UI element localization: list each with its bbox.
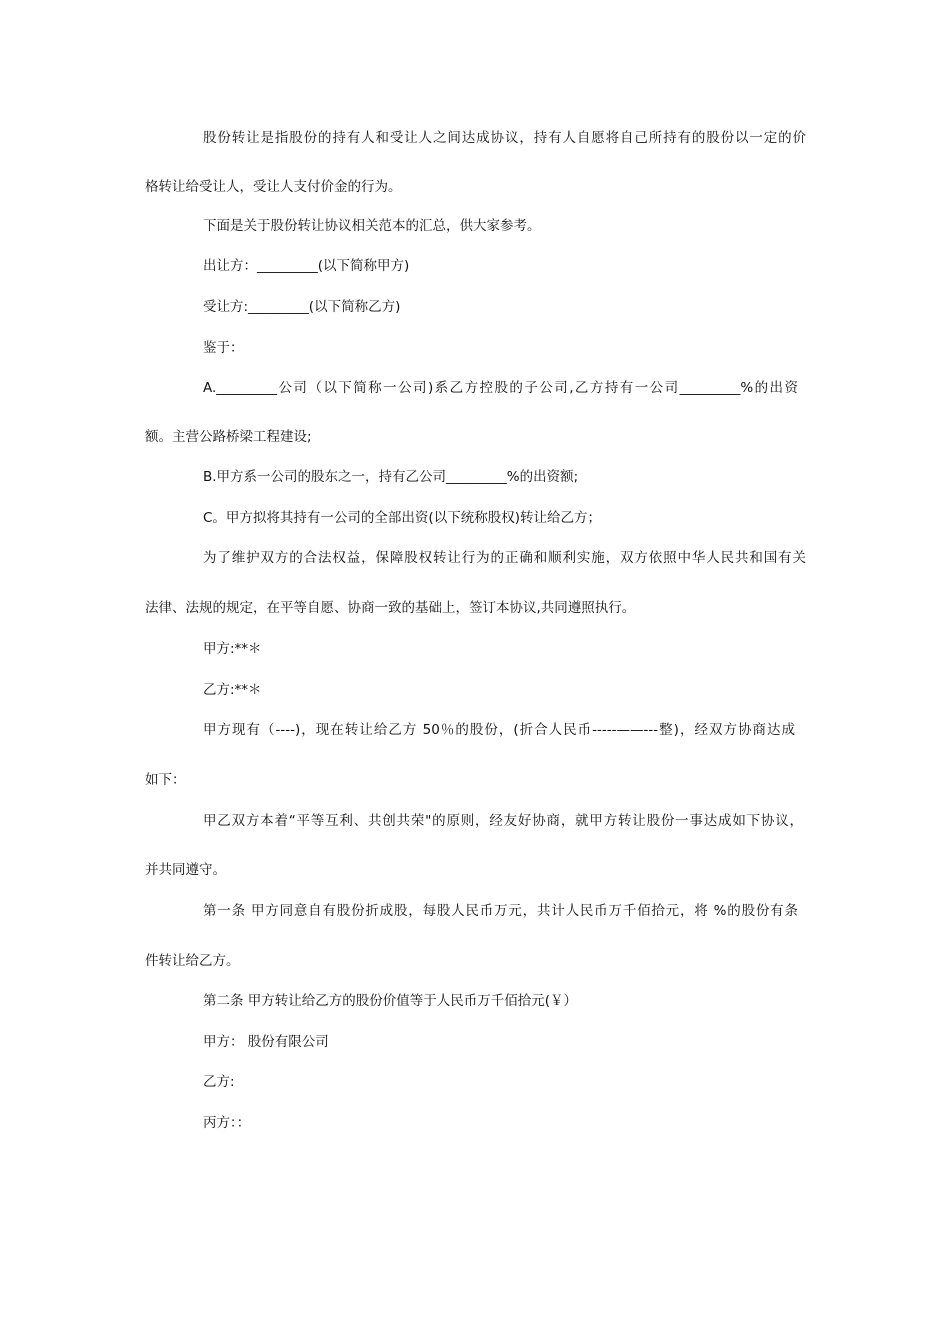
- holding-line-2: 如下：: [145, 772, 186, 788]
- purpose-line-1: 为了维护双方的合法权益，保障股权转让行为的正确和顺利实施，双方依照中华人民共和国有关: [203, 550, 806, 566]
- paragraph-intro-line-1: 股份转让是指股份的持有人和受让人之间达成协议，持有人自愿将自己所持有的股份以一定的价: [203, 130, 806, 146]
- paragraph-intro-line-2: 格转让给受让人，受让人支付价金的行为。: [145, 179, 402, 195]
- transferor-line: 出让方：_________(以下简称甲方): [203, 258, 410, 274]
- article-one-line-1: 第一条 甲方同意自有股份折成股，每股人民币万元，共计人民币万千佰拾元，将 %的股份有条: [203, 903, 798, 919]
- purpose-line-2: 法律、法规的规定，在平等自愿、协商一致的基础上，签订本协议,共同遵照执行。: [145, 600, 636, 616]
- clause-a-line-2: 额。主营公路桥梁工程建设;: [145, 429, 312, 445]
- article-one-line-2: 件转让给乙方。: [145, 953, 240, 969]
- party-b-label: 乙方:: [203, 1074, 235, 1090]
- principle-line-1: 甲乙双方本着“平等互利、共创共荣"的原则，经友好协商，就甲方转让股份一事达成如下协议，: [203, 813, 803, 829]
- clause-b: B.甲方系一公司的股东之一，持有乙公司_________%的出资额;: [203, 469, 579, 485]
- transferee-line: 受让方:_________(以下简称乙方): [203, 299, 401, 315]
- article-two: 第二条 甲方转让给乙方的股份价值等于人民币万千佰拾元(￥）: [203, 993, 578, 1009]
- holding-line-1: 甲方现有（----)，现在转让给乙方 50％的股份，(折合人民币-----——---整)，经双方协商达成: [203, 722, 795, 738]
- paragraph-reference: 下面是关于股份转让协议相关范本的汇总，供大家参考。: [203, 218, 541, 234]
- principle-line-2: 并共同遵守。: [145, 862, 226, 878]
- party-a-company: 甲方： 股份有限公司: [203, 1034, 329, 1050]
- clause-a-line-1: A._________公司（以下简称一公司)系乙方控股的子公司,乙方持有一公司_________%的出资: [203, 380, 798, 396]
- clause-c: C。甲方拟将其持有一公司的全部出资(以下统称股权)转让给乙方；: [203, 510, 601, 526]
- party-b-signature: 乙方:**＊: [203, 682, 262, 698]
- party-c-label: 丙方：：: [203, 1115, 251, 1131]
- whereas-heading: 鉴于：: [203, 340, 244, 356]
- party-a-signature: 甲方:**＊: [203, 641, 262, 657]
